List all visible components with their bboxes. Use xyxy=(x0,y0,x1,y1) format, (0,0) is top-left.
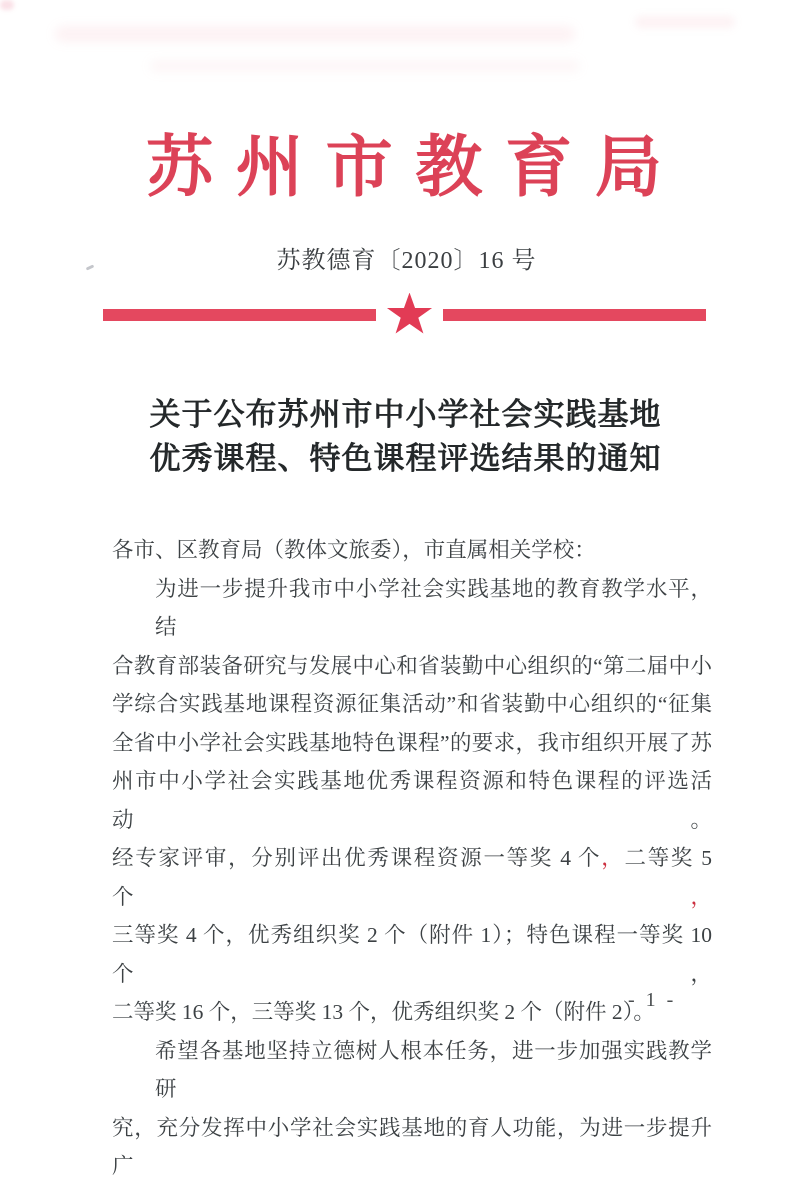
document-number: 苏教德育〔2020〕16 号 xyxy=(276,248,537,274)
salutation-line: 各市、区教育局（教体文旅委），市直属相关学校： xyxy=(112,538,596,562)
document-title-line1: 关于公布苏州市中小学社会实践基地 xyxy=(149,397,662,432)
divider-line-right xyxy=(443,309,706,321)
results-text: 二等奖 5 个 xyxy=(112,846,712,909)
divider-line-left xyxy=(103,309,376,321)
agency-letterhead-title: 苏 州 市 教 育 局 xyxy=(146,131,665,205)
page-number: - 1 - xyxy=(628,989,677,1011)
body-line: 三等奖 4 个，优秀组织奖 2 个（附件 1）；特色课程一等奖 10 个， xyxy=(112,923,712,986)
body-line: 学综合实践基地课程资源征集活动”和省装勤中心组织的“征集 xyxy=(112,692,712,716)
body-text xyxy=(112,531,712,1186)
body-line: 二等奖 16 个，三等奖 13 个，优秀组织奖 2 个（附件 2）。 xyxy=(112,1000,655,1024)
red-comma: ， xyxy=(690,884,712,909)
document-title xyxy=(0,393,795,481)
body-line: 全省中小学社会实践基地特色课程”的要求，我市组织开展了苏 xyxy=(112,730,712,755)
red-divider xyxy=(0,292,795,338)
body-line: 合教育部装备研究与发展中心和省装勤中心组织的“第二届中小 xyxy=(112,653,712,678)
body-line: 究，充分发挥中小学社会实践基地的育人功能，为进一步提升广 xyxy=(112,1115,712,1178)
body-line: 州市中小学社会实践基地优秀课程资源和特色课程的评选活动。 xyxy=(112,769,712,832)
body-line: 希望各基地坚持立德树人根本任务，进一步加强实践教学研 xyxy=(155,1038,712,1101)
document-title-line2: 优秀课程、特色课程评选结果的通知 xyxy=(149,441,662,476)
red-comma: ， xyxy=(601,846,625,870)
results-text: 经专家评审，分别评出优秀课程资源一等奖 4 个 xyxy=(112,846,602,870)
body-line: 为进一步提升我市中小学社会实践基地的教育教学水平，结 xyxy=(155,576,712,639)
body-line-results xyxy=(112,839,712,916)
star-icon xyxy=(386,293,433,338)
